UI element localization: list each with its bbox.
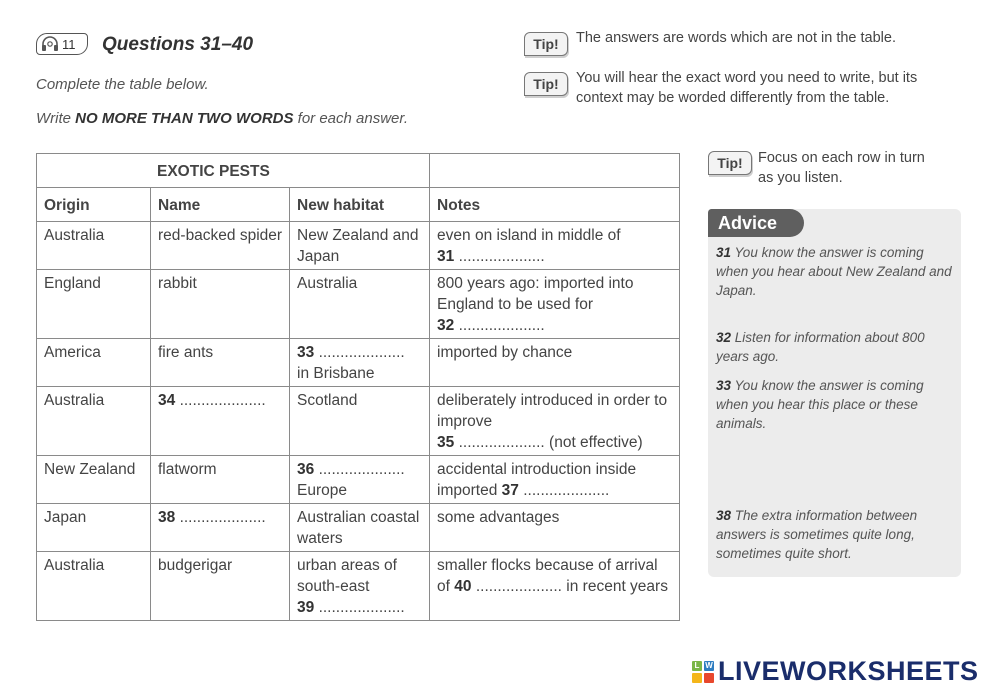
cell-origin: England [37,270,151,339]
tip-badge: Tip! [524,32,568,56]
table-row [37,222,680,270]
cell-habitat: New Zealand and Japan [290,222,430,270]
answer-blank-32[interactable]: 32 .................... [437,317,545,334]
cell-name: red-backed spider [151,222,290,270]
advice-item-32: 32 Listen for information about 800 years ago. [716,330,925,364]
answer-blank-37[interactable]: 37 .................... [501,482,610,499]
cell-habitat: 36 .................... Europe [290,456,430,504]
cell-name [151,504,290,552]
tip-text-1: The answers are words which are not in the table. [576,30,896,46]
answer-blank-35[interactable]: 35 .................... (not effective) [437,434,643,451]
tip-badge: Tip! [708,151,752,175]
answer-blank-34[interactable]: 34 .................... [158,392,266,409]
cell-notes: some advantages [430,504,680,552]
answer-blank-39[interactable]: 39 .................... [297,599,405,616]
table-row [37,270,680,339]
cell-notes: accidental introduction inside imported 37 .................... [430,456,680,504]
cell-habitat: Australia [290,270,430,339]
cell-notes: 800 years ago: imported into England to be used for 32 .................... [430,270,680,339]
logo-mark-icon: L W [692,661,714,683]
track-number: 11 [62,36,76,52]
cell-name: budgerigar [151,552,290,621]
cell-origin: Japan [37,504,151,552]
advice-item-38: 38 The extra information between answers is sometimes quite long, sometimes quite short. [716,508,918,561]
exotic-pests-table [36,153,680,621]
answer-blank-38[interactable]: 38 .................... [158,509,266,526]
table-row [37,387,680,456]
cell-habitat: urban areas of south-east 39 .................... [290,552,430,621]
cell-notes: imported by chance [430,339,680,387]
liveworksheets-logo[interactable] [692,656,979,687]
advice-item-33: 33 You know the answer is coming when you hear this place or these animals. [716,378,924,431]
headphones-icon [41,36,59,52]
cell-name: flatworm [151,456,290,504]
column-header-habitat: New habitat [290,188,430,222]
table-row [37,504,680,552]
answer-blank-31[interactable]: 31 .................... [437,248,545,265]
cell-habitat: Australian coastal waters [290,504,430,552]
table-row [37,339,680,387]
tip-text-3: Focus on each row in turn as you listen. [758,150,925,186]
cell-notes: even on island in middle of 31 .................... [430,222,680,270]
cell-name: rabbit [151,270,290,339]
instruction-complete-table: Complete the table below. [36,76,209,93]
table-row [37,552,680,621]
cell-name: fire ants [151,339,290,387]
column-header-name: Name [151,188,290,222]
table-title-empty-cell [430,154,680,188]
column-header-notes: Notes [430,188,680,222]
cell-origin: America [37,339,151,387]
tip-text-2: You will hear the exact word you need to write, but its context may be worded differently from the table. [576,70,918,106]
instruction-word-limit: Write NO MORE THAN TWO WORDS for each answer. [36,110,408,127]
table-row [37,456,680,504]
cell-name [151,387,290,456]
cell-notes: smaller flocks because of arrival of 40 .................... in recent years [430,552,680,621]
cell-habitat: Scotland [290,387,430,456]
audio-track-badge [36,33,88,55]
logo-text: LIVEWORKSHEETS [718,656,979,686]
advice-item-31: 31 You know the answer is coming when you hear about New Zealand and Japan. [716,245,952,298]
answer-blank-36[interactable]: 36 .................... [297,461,405,478]
answer-blank-33[interactable]: 33 .................... [297,344,405,361]
tip-badge: Tip! [524,72,568,96]
cell-origin: Australia [37,552,151,621]
page-title: Questions 31–40 [102,34,254,55]
cell-notes: deliberately introduced in order to improve 35 .................... (not effective) [430,387,680,456]
cell-origin: New Zealand [37,456,151,504]
advice-heading: Advice [708,209,804,237]
cell-origin: Australia [37,387,151,456]
cell-origin: Australia [37,222,151,270]
column-header-origin: Origin [37,188,151,222]
cell-habitat: 33 .................... in Brisbane [290,339,430,387]
table-title: EXOTIC PESTS [37,154,430,188]
answer-blank-40[interactable]: 40 .................... [454,578,562,595]
